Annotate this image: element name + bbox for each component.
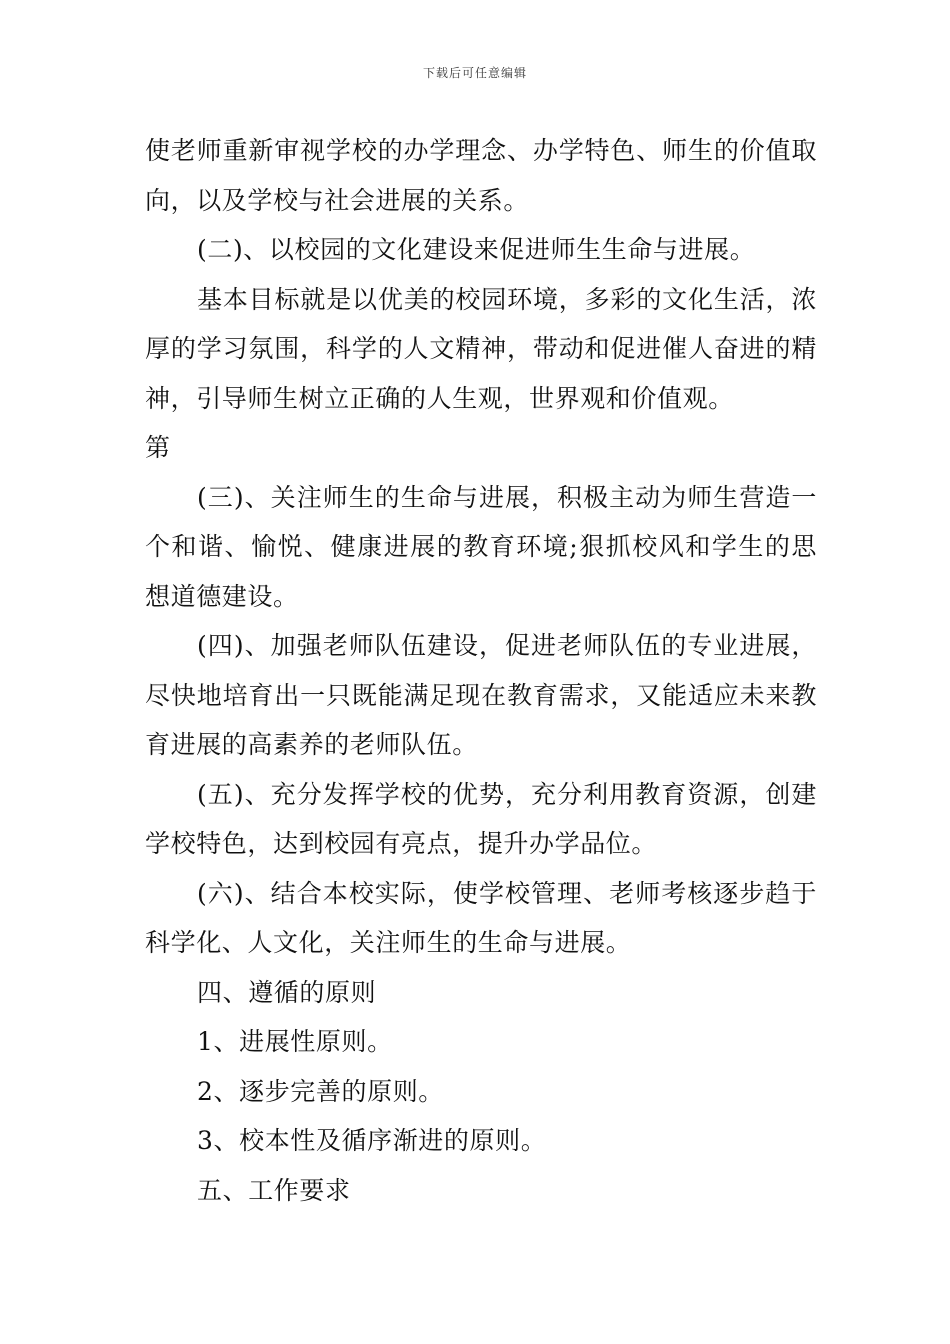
paragraph: (三)、关注师生的生命与进展，积极主动为师生营造一个和谐、愉悦、健康进展的教育环境;狠抓校风和学生的思想道德建设。 [145,482,817,611]
list-item: 3、校本性及循序渐进的原则。 [197,1126,547,1155]
page-header-note: 下载后可任意编辑 [422,66,527,80]
paragraph: (四)、加强老师队伍建设，促进老师队伍的专业进展，尽快地培育出一只既能满足现在教育需求，又能适应未来教育进展的高素养的老师队伍。 [145,631,817,759]
paragraph: 第 [145,433,171,462]
paragraph: (二)、以校园的文化建设来促进师生生命与进展。 [197,235,756,264]
paragraph: 使老师重新审视学校的办学理念、办学特色、师生的价值取向，以及学校与社会进展的关系。 [145,136,817,215]
paragraph: 基本目标就是以优美的校园环境，多彩的文化生活，浓厚的学习氛围，科学的人文精神，带动和促进催人奋进的精神，引导师生树立正确的人生观，世界观和价值观。 [145,284,817,413]
list-item: 2、逐步完善的原则。 [197,1076,444,1106]
section-heading: 五、工作要求 [197,1175,351,1205]
section-heading: 四、遵循的原则 [197,977,377,1007]
document-body [145,126,817,1215]
paragraph: (五)、充分发挥学校的优势，充分利用教育资源，创建学校特色，达到校园有亮点，提升办学品位。 [145,779,817,858]
list-item: 1、进展性原则。 [197,1027,393,1056]
paragraph: (六)、结合本校实际，使学校管理、老师考核逐步趋于科学化、人文化，关注师生的生命与进展。 [145,878,817,957]
